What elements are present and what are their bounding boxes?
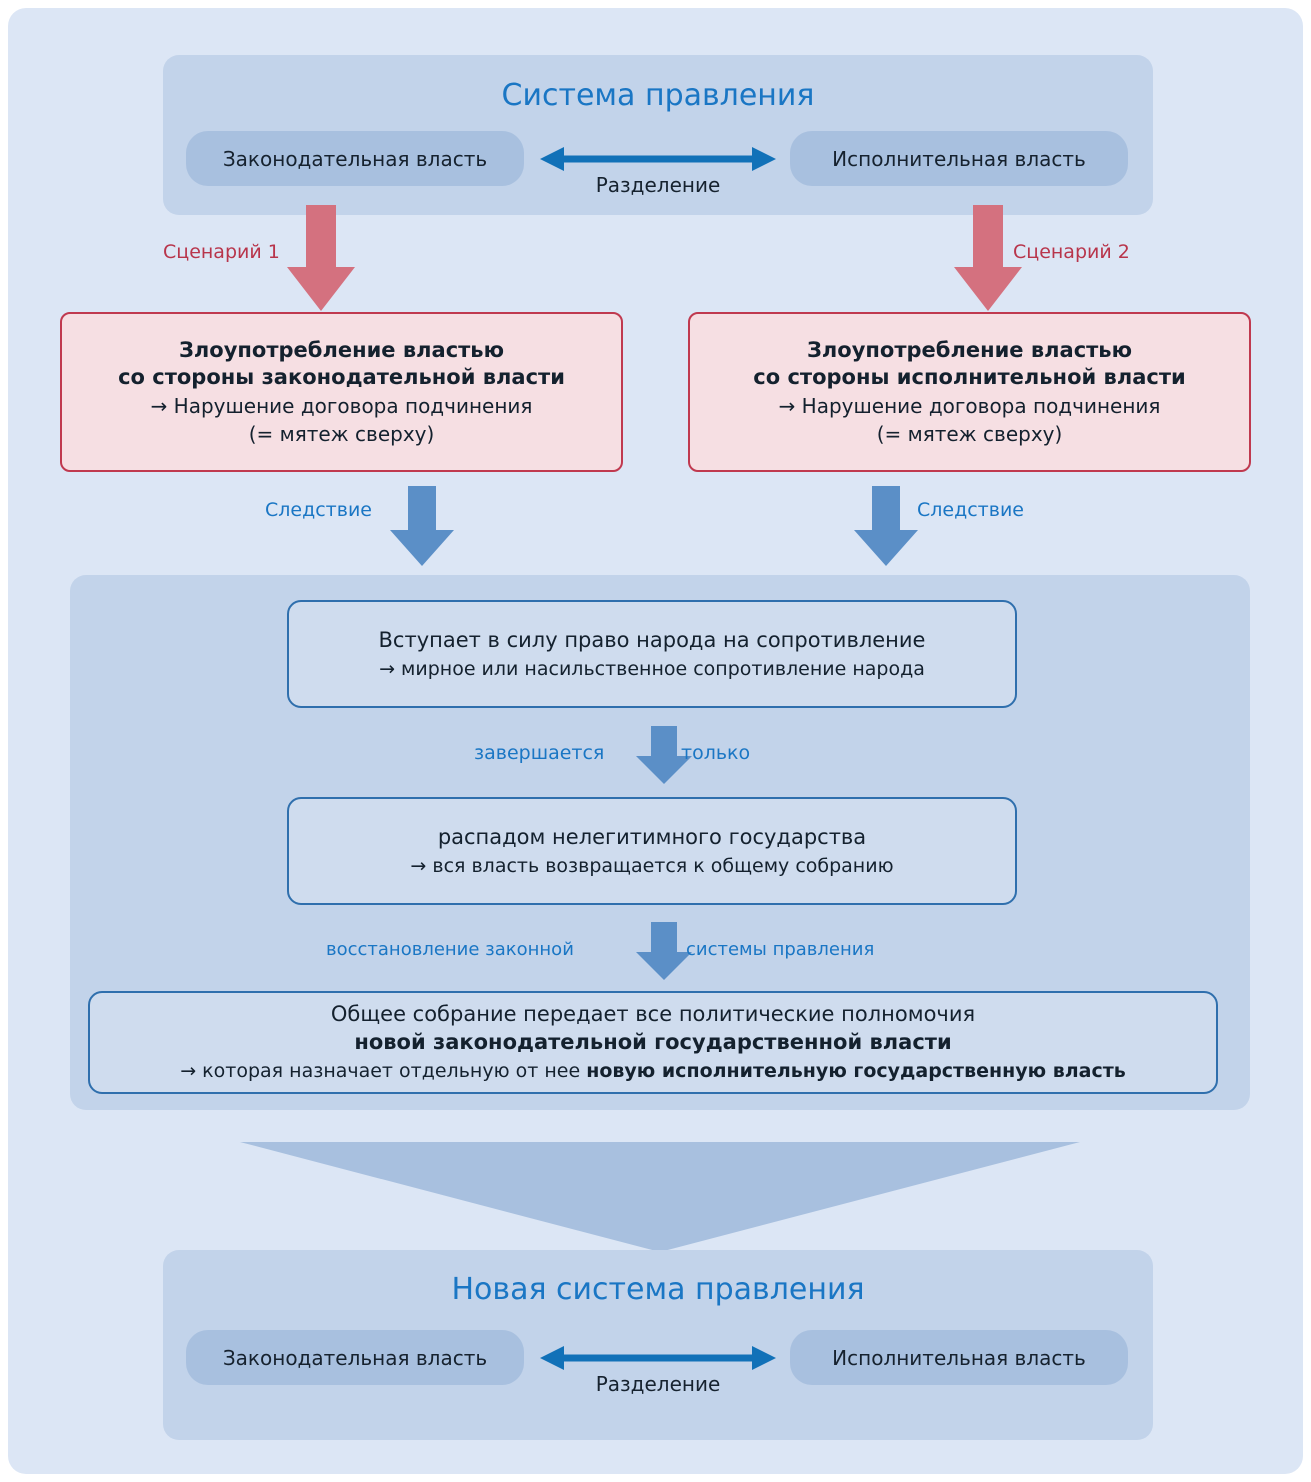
resistance-box <box>287 600 1017 708</box>
top-system-title: Система правления <box>501 78 815 113</box>
abuse-legislative-box <box>60 312 623 472</box>
connector-2-left-label: восстановление законной <box>326 939 574 960</box>
connector-2-right-label: системы правления <box>686 939 875 960</box>
connector-1-right-label: только <box>681 742 751 764</box>
consequence-left-label: Следствие <box>265 499 372 521</box>
connector-1-left-label: завершается <box>474 742 605 764</box>
scenario-1-down-arrow-icon <box>283 205 363 315</box>
bottom-executive-power-label: Исполнительная власть <box>832 1345 1086 1370</box>
abuse-executive-line1: Злоупотребление властью <box>806 338 1133 363</box>
consequence-left-arrow-icon <box>390 486 460 568</box>
abuse-executive-line2: со стороны исполнительной власти <box>753 365 1186 389</box>
bottom-legislative-power <box>186 1330 524 1385</box>
abuse-executive-line4: (= мятеж сверху) <box>876 421 1063 446</box>
assembly-line3-bold: новую исполнительную государственную власть <box>586 1059 1126 1082</box>
assembly-box <box>88 991 1218 1094</box>
scenario-2-label: Сценарий 2 <box>1013 241 1130 263</box>
abuse-legislative-line3: → Нарушение договора подчинения <box>150 393 533 418</box>
assembly-line3 <box>180 1059 1126 1084</box>
consequence-right-label: Следствие <box>917 499 1024 521</box>
bottom-system-title: Новая система правления <box>451 1272 865 1307</box>
scenario-1-label: Сценарий 1 <box>163 241 280 263</box>
abuse-legislative-line1: Злоупотребление властью <box>178 338 505 363</box>
top-executive-power <box>790 131 1128 186</box>
collapse-box <box>287 797 1017 905</box>
top-executive-power-label: Исполнительная власть <box>832 146 1086 171</box>
assembly-line3-prefix: → которая назначает отдельную от нее <box>180 1059 587 1082</box>
abuse-executive-box <box>688 312 1251 472</box>
abuse-executive-line3: → Нарушение договора подчинения <box>778 393 1161 418</box>
collapse-line1: распадом нелегитимного государства <box>437 824 867 849</box>
consequence-right-arrow-icon <box>854 486 924 568</box>
bottom-executive-power <box>790 1330 1128 1385</box>
top-separation-label: Разделение <box>595 173 721 197</box>
abuse-legislative-line2: со стороны законодательной власти <box>118 365 565 389</box>
collapse-line2: → вся власть возвращается к общему собранию <box>410 854 894 877</box>
assembly-line2: новой законодательной государственной власти <box>354 1029 952 1054</box>
bottom-separation-label: Разделение <box>595 1372 721 1396</box>
top-legislative-power <box>186 131 524 186</box>
abuse-legislative-line4: (= мятеж сверху) <box>248 421 435 446</box>
assembly-line1: Общее собрание передает все политические полномочия <box>330 1002 976 1027</box>
top-legislative-power-label: Законодательная власть <box>222 146 488 171</box>
large-down-arrow-icon <box>240 1142 1080 1254</box>
resistance-line2: → мирное или насильственное сопротивление народа <box>379 657 925 680</box>
bottom-legislative-power-label: Законодательная власть <box>222 1345 488 1370</box>
resistance-line1: Вступает в силу право народа на сопротивление <box>378 627 926 652</box>
